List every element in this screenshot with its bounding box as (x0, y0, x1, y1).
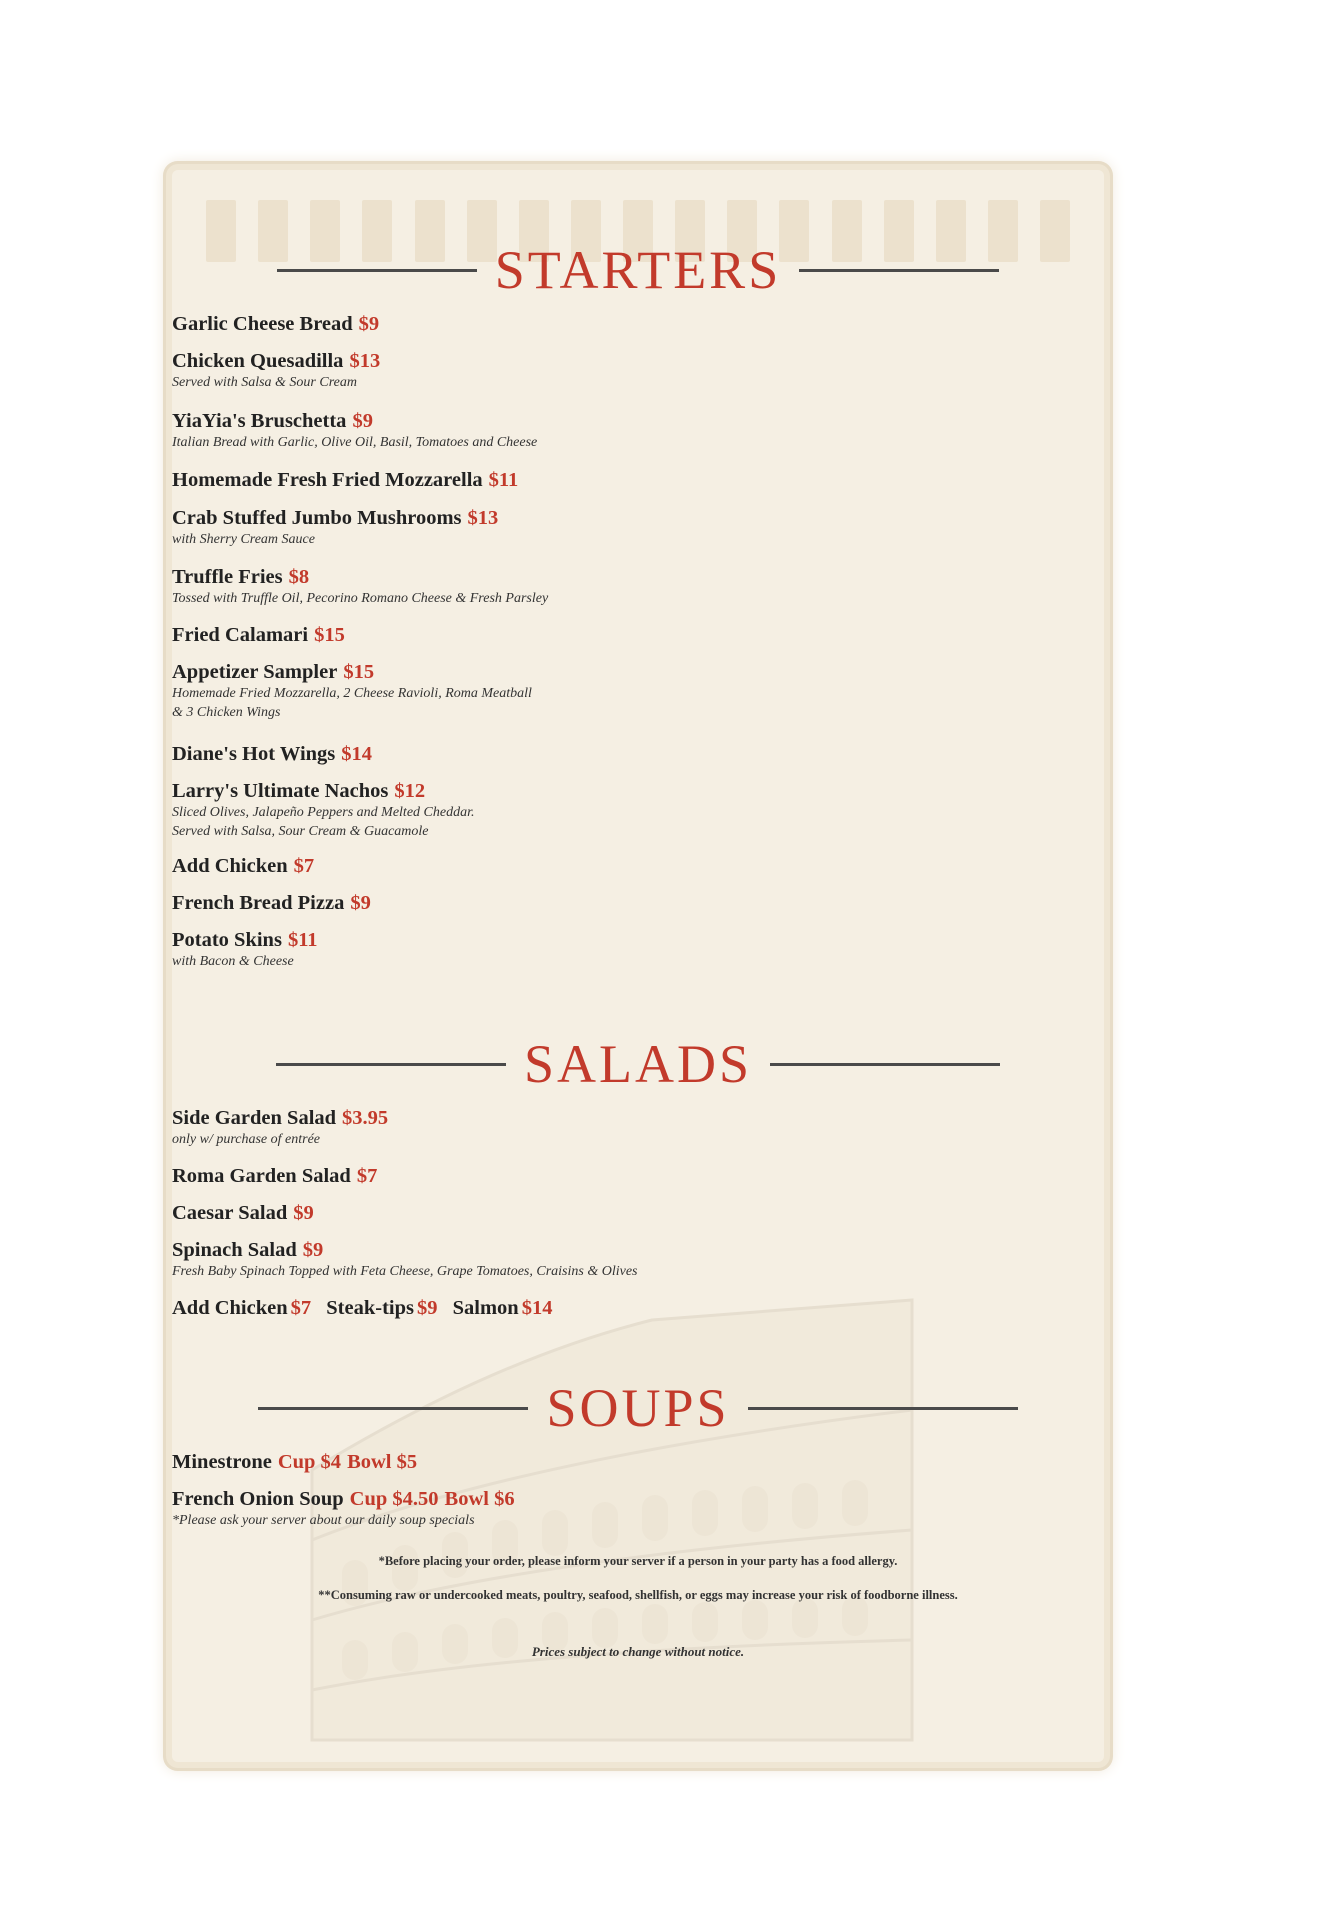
soups-heading (172, 1378, 1104, 1438)
menu-item: Minestrone Cup $4 Bowl $5 (172, 1451, 418, 1473)
salad-addons: Add Chicken $7 Steak-tips $9 Salmon $14 (172, 1297, 553, 1319)
menu-item: Diane's Hot Wings $14 (172, 743, 373, 765)
menu-item: YiaYia's Bruschetta $9 Italian Bread with Garlic, Olive Oil, Basil, Tomatoes and Cheese (172, 410, 538, 450)
menu-item: Caesar Salad $9 (172, 1202, 314, 1224)
menu-page (172, 170, 1104, 1762)
salads-title: SALADS (523, 1034, 753, 1094)
soups-title: SOUPS (546, 1378, 730, 1438)
menu-item: Homemade Fresh Fried Mozzarella $11 (172, 469, 519, 491)
menu-item: Side Garden Salad $3.95 only w/ purchase of entrée (172, 1107, 389, 1147)
raw-food-notice: **Consuming raw or undercooked meats, poultry, seafood, shellfish, or eggs may increase your risk of foodborne illness. (318, 1588, 958, 1602)
menu-item: Spinach Salad $9 Fresh Baby Spinach Topped with Feta Cheese, Grape Tomatoes, Craisins & Olives (172, 1239, 638, 1279)
menu-item: Roma Garden Salad $7 (172, 1165, 378, 1187)
starters-title: STARTERS (494, 240, 782, 300)
menu-item: Potato Skins $11 with Bacon & Cheese (172, 929, 318, 969)
menu-item: Crab Stuffed Jumbo Mushrooms $13 with Sherry Cream Sauce (172, 507, 499, 547)
salads-list (172, 1106, 1104, 1320)
soups-list (172, 1450, 1104, 1533)
menu-item: Larry's Ultimate Nachos $12 Sliced Olives, Jalapeño Peppers and Melted Cheddar. Served with Salsa, Sour Cream & Guacamole (172, 780, 475, 839)
menu-item: Add Chicken $7 (172, 855, 315, 877)
allergy-notice: *Before placing your order, please inform your server if a person in your party has a food allergy. (378, 1554, 898, 1568)
menu-item: French Onion Soup Cup $4.50 Bowl $6 *Please ask your server about our daily soup specials (172, 1488, 515, 1528)
starters-heading (172, 240, 1104, 300)
menu-item: French Bread Pizza $9 (172, 892, 371, 914)
starters-list (172, 312, 1104, 974)
menu-item: Chicken Quesadilla $13 Served with Salsa & Sour Cream (172, 350, 381, 390)
menu-item: Appetizer Sampler $15 Homemade Fried Mozzarella, 2 Cheese Ravioli, Roma Meatball & 3 Chicken Wings (172, 661, 532, 720)
salads-heading (172, 1034, 1104, 1094)
price-disclaimer: Prices subject to change without notice. (531, 1644, 745, 1659)
menu-item: Fried Calamari $15 (172, 624, 345, 646)
menu-item: Garlic Cheese Bread $9 (172, 313, 380, 335)
menu-item: Truffle Fries $8 Tossed with Truffle Oil, Pecorino Romano Cheese & Fresh Parsley (172, 566, 549, 606)
